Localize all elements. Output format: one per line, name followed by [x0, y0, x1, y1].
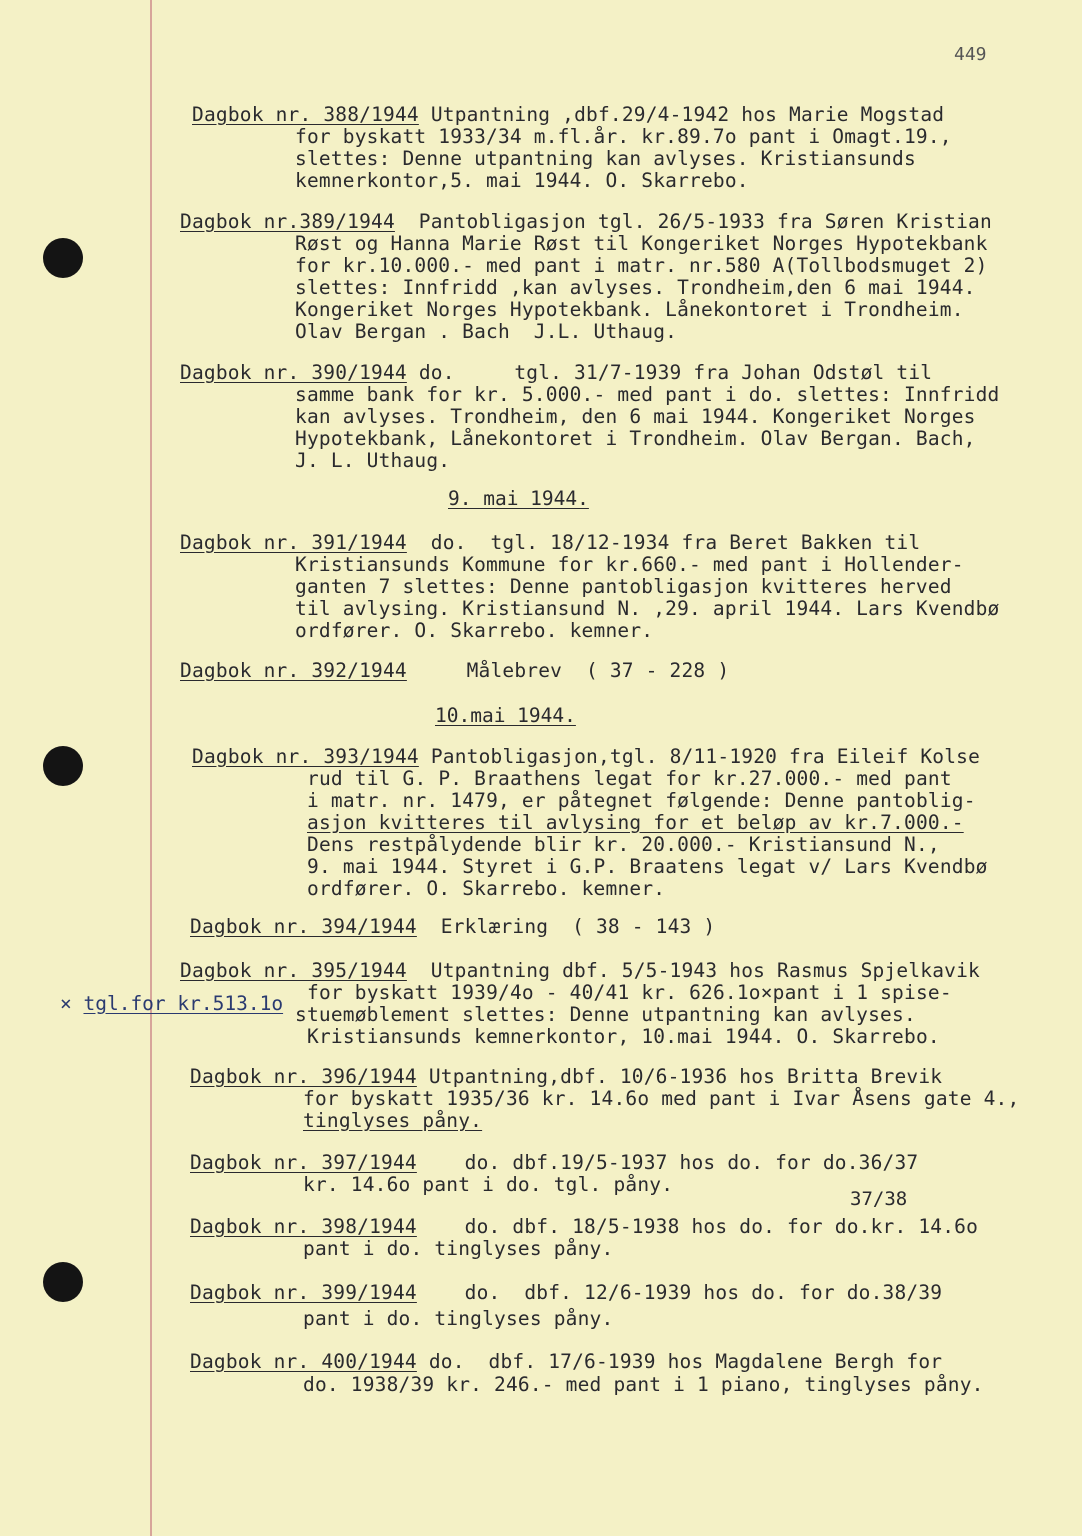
- entry-ref: Dagbok nr.389/1944: [180, 210, 395, 233]
- entry-389-line-4: slettes: Innfridd ,kan avlyses. Trondheim,den 6 mai 1944.: [295, 276, 976, 299]
- entry-396-line-3: tinglyses påny.: [303, 1109, 483, 1132]
- punch-hole-1: [43, 238, 83, 278]
- entry-393-line-7: ordfører. O. Skarrebo. kemner.: [307, 877, 666, 900]
- entry-391-line-5: ordfører. O. Skarrebo. kemner.: [295, 619, 654, 642]
- entry-ref: Dagbok nr. 396/1944: [190, 1065, 417, 1088]
- entry-388-line-2: for byskatt 1933/34 m.fl.år. kr.89.7o pant i Omagt.19.,: [295, 125, 952, 148]
- page-number: 449: [954, 44, 987, 65]
- entry-393-line-4: asjon kvitteres til avlysing for et beløp av kr.7.000.-: [307, 811, 964, 834]
- entry-395-line-2: for byskatt 1939/4o - 40/41 kr. 626.1o×pant i 1 spise-: [307, 981, 952, 1004]
- entry-391-line-3: ganten 7 slettes: Denne pantobligasjon kvitteres herved: [295, 575, 952, 598]
- entry-388-line-4: kemnerkontor,5. mai 1944. O. Skarrebo.: [295, 169, 749, 192]
- entry-393-line-6: 9. mai 1944. Styret i G.P. Braatens legat v/ Lars Kvendbø: [307, 855, 988, 878]
- entry-390-line-1: Dagbok nr. 390/1944 do. tgl. 31/7-1939 fra Johan Odstøl til: [180, 361, 933, 384]
- entry-394-line-1: Dagbok nr. 394/1944 Erklæring ( 38 - 143 ): [190, 915, 716, 938]
- entry-397-line-2: kr. 14.6o pant i do. tgl. påny.: [303, 1173, 674, 1196]
- date-heading-9-mai: 9. mai 1944.: [448, 487, 589, 510]
- date-heading-10-mai: 10.mai 1944.: [435, 704, 576, 727]
- entry-389-line-6: Olav Bergan . Bach J.L. Uthaug.: [295, 320, 678, 343]
- punch-hole-3: [43, 1262, 83, 1302]
- entry-ref: Dagbok nr. 395/1944: [180, 959, 407, 982]
- entry-389-line-2: Røst og Hanna Marie Røst til Kongeriket Norges Hypotekbank: [295, 232, 988, 255]
- entry-400-line-2: do. 1938/39 kr. 246.- med pant i 1 piano, tinglyses påny.: [303, 1373, 984, 1396]
- entry-393-line-1: Dagbok nr. 393/1944 Pantobligasjon,tgl. 8/11-1920 fra Eileif Kolse: [192, 745, 981, 768]
- entry-400-line-1: Dagbok nr. 400/1944 do. dbf. 17/6-1939 hos Magdalene Bergh for: [190, 1350, 943, 1373]
- punch-hole-2: [43, 746, 83, 786]
- entry-391-line-2: Kristiansunds Kommune for kr.660.- med pant i Hollender-: [295, 553, 964, 576]
- entry-399-line-1: Dagbok nr. 399/1944 do. dbf. 12/6-1939 hos do. for do.38/39: [190, 1281, 943, 1304]
- entry-397-line-1: Dagbok nr. 397/1944 do. dbf.19/5-1937 hos do. for do.36/37: [190, 1151, 919, 1174]
- entry-ref: Dagbok nr. 398/1944: [190, 1215, 417, 1238]
- entry-393-line-3: i matr. nr. 1479, er påtegnet følgende: Denne pantoblig-: [307, 789, 976, 812]
- entry-389-line-1: Dagbok nr.389/1944 Pantobligasjon tgl. 26/5-1933 fra Søren Kristian: [180, 210, 992, 233]
- entry-390-line-3: kan avlyses. Trondheim, den 6 mai 1944. Kongeriket Norges: [295, 405, 976, 428]
- entry-399-line-2: pant i do. tinglyses påny.: [303, 1307, 614, 1330]
- entry-ref: Dagbok nr. 388/1944: [192, 103, 419, 126]
- entry-391-line-1: Dagbok nr. 391/1944 do. tgl. 18/12-1934 fra Beret Bakken til: [180, 531, 921, 554]
- entry-390-line-4: Hypotekbank, Lånekontoret i Trondheim. Olav Bergan. Bach,: [295, 427, 976, 450]
- entry-390-line-2: samme bank for kr. 5.000.- med pant i do. slettes: Innfridd: [295, 383, 1000, 406]
- entry-389-line-5: Kongeriket Norges Hypotekbank. Lånekontoret i Trondheim.: [295, 298, 964, 321]
- handwritten-note-37-38: 37/38: [850, 1188, 908, 1210]
- entry-388-line-3: slettes: Denne utpantning kan avlyses. Kristiansunds: [295, 147, 916, 170]
- entry-398-line-1: Dagbok nr. 398/1944 do. dbf. 18/5-1938 hos do. for do.kr. 14.6o: [190, 1215, 979, 1238]
- entry-ref: Dagbok nr. 390/1944: [180, 361, 407, 384]
- entry-396-line-1: Dagbok nr. 396/1944 Utpantning,dbf. 10/6-1936 hos Britta Brevik: [190, 1065, 943, 1088]
- entry-ref: Dagbok nr. 393/1944: [192, 745, 419, 768]
- entry-ref: Dagbok nr. 394/1944: [190, 915, 417, 938]
- entry-391-line-4: til avlysing. Kristiansund N. ,29. april 1944. Lars Kvendbø: [295, 597, 1000, 620]
- entry-395-line-1: Dagbok nr. 395/1944 Utpantning dbf. 5/5-1943 hos Rasmus Spjelkavik: [180, 959, 980, 982]
- entry-ref: Dagbok nr. 400/1944: [190, 1350, 417, 1373]
- margin-note: × tgl.for kr.513.1o: [60, 992, 284, 1015]
- entry-ref: Dagbok nr. 397/1944: [190, 1151, 417, 1174]
- entry-388-line-1: Dagbok nr. 388/1944 Utpantning ,dbf.29/4-1942 hos Marie Mogstad: [192, 103, 945, 126]
- entry-ref: Dagbok nr. 391/1944: [180, 531, 407, 554]
- entry-ref: Dagbok nr. 392/1944: [180, 659, 407, 682]
- entry-393-line-2: rud til G. P. Braathens legat for kr.27.000.- med pant: [307, 767, 952, 790]
- entry-395-line-3: stuemøblement slettes: Denne utpantning kan avlyses.: [295, 1003, 916, 1026]
- entry-396-line-2: for byskatt 1935/36 kr. 14.6o med pant i Ivar Åsens gate 4.,: [303, 1087, 1020, 1110]
- entry-393-line-5: Dens restpålydende blir kr. 20.000.- Kristiansund N.,: [307, 833, 940, 856]
- entry-398-line-2: pant i do. tinglyses påny.: [303, 1237, 614, 1260]
- entry-392-line-1: Dagbok nr. 392/1944 Målebrev ( 37 - 228 ): [180, 659, 730, 682]
- entry-395-line-4: Kristiansunds kemnerkontor, 10.mai 1944. O. Skarrebo.: [307, 1025, 940, 1048]
- entry-389-line-3: for kr.10.000.- med pant i matr. nr.580 A(Tollbodsmuget 2): [295, 254, 988, 277]
- margin-note-mark: ×: [60, 992, 84, 1015]
- entry-390-line-5: J. L. Uthaug.: [295, 449, 451, 472]
- entry-ref: Dagbok nr. 399/1944: [190, 1281, 417, 1304]
- margin-rule: [150, 0, 152, 1536]
